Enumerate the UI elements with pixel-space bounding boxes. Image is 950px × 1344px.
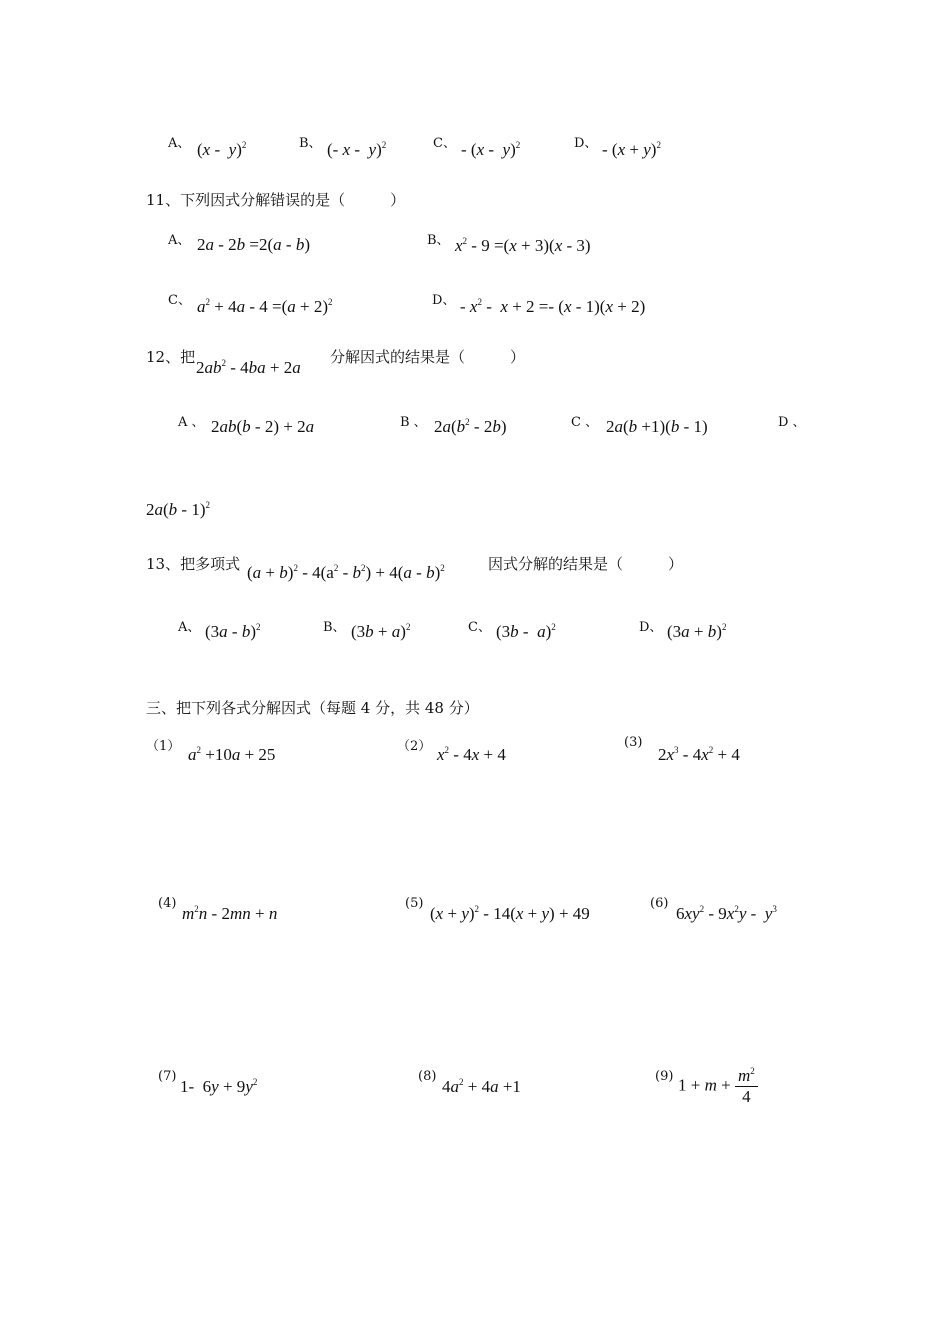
q13-option-b-expr: $(3b + a)^2$ xyxy=(351,622,411,641)
q10-option-b-expr: (- x - y)$^2$ xyxy=(327,140,387,159)
q11-option-d-label: D、 xyxy=(432,293,456,308)
q13-stem-prefix: 13、把多项式 xyxy=(146,555,241,573)
q12-stem-suffix: 分解因式的结果是（ ） xyxy=(330,348,526,366)
q13-option-c-expr: (3b - a)$^2$ xyxy=(496,622,556,641)
q12-option-c-label: C 、 xyxy=(571,415,599,430)
item-2-expr: $x^2 - 4x + 4$ xyxy=(437,745,506,764)
q10-option-c-label: C、 xyxy=(433,136,456,151)
q12-option-a-expr: 2ab(b - 2) + 2a xyxy=(211,417,315,436)
q13-option-a-label: A、 xyxy=(178,620,201,635)
item-1-number: （1） xyxy=(146,739,181,754)
q10-option-d-label: D、 xyxy=(574,136,598,151)
item-9-expr: 1 + m + $\frac{m^2}{4}$ xyxy=(678,1066,758,1107)
q13-stem-expr: $(a + b)^2 - 4(a^2 - b^2) + 4(a - b)^2$ xyxy=(247,563,445,582)
q13-option-d-expr: $(3a + b)^2$ xyxy=(667,622,727,641)
q13-option-b-label: B、 xyxy=(323,620,346,635)
q11-option-b-expr: $x^2 - 9 =(x + 3)(x - 3)$ xyxy=(455,236,591,255)
q12-stem-expr: $2ab^2 - 4ba + 2a$ xyxy=(196,358,301,377)
item-4-expr: $m^2n - 2mn + n$ xyxy=(182,904,278,923)
item-1-expr: $a^2 +10a + 25$ xyxy=(188,745,276,764)
item-3-expr: $2x^3 - 4x^2 + 4$ xyxy=(658,745,740,764)
q13-option-d-label: D、 xyxy=(639,620,663,635)
q11-option-b-label: B、 xyxy=(427,233,450,248)
item-8-expr: $4a^2 + 4a +1$ xyxy=(442,1077,521,1096)
q12-option-c-expr: 2a(b +1)(b - 1) xyxy=(606,417,708,436)
q11-option-a-label: A、 xyxy=(168,233,191,248)
q11-option-c-expr: $a^2 + 4a - 4 =(a + 2)^2$ xyxy=(197,297,333,316)
q12-option-b-expr: $2a(b^2 - 2b)$ xyxy=(434,417,507,436)
q12-stem-prefix: 12、把 xyxy=(146,348,196,366)
item-7-expr: 1- $6y + 9y^2$ xyxy=(180,1077,258,1096)
q11-option-c-label: C、 xyxy=(168,293,191,308)
q12-option-d-label: D 、 xyxy=(778,415,806,430)
q12-option-a-label: A 、 xyxy=(178,415,205,430)
q11-option-a-expr: 2a - 2b =2(a - b) xyxy=(197,235,311,254)
item-8-number: (8) xyxy=(418,1069,437,1084)
q13-stem-suffix: 因式分解的结果是（ ） xyxy=(488,555,684,573)
q10-option-a-expr: (x - y)$^2$ xyxy=(197,140,247,159)
q13-option-c-label: C、 xyxy=(468,620,491,635)
q10-option-d-expr: - $(x + y)^2$ xyxy=(602,140,661,159)
q10-option-c-expr: - (x - y)$^2$ xyxy=(461,140,521,159)
item-5-expr: $(x + y)^2 - 14(x + y) + 49$ xyxy=(430,904,590,923)
q12-option-b-label: B 、 xyxy=(400,415,427,430)
item-3-number: (3) xyxy=(624,735,643,750)
q10-option-b-label: B、 xyxy=(299,136,322,151)
item-7-number: (7) xyxy=(158,1069,177,1084)
section3-heading: 三、把下列各式分解因式（每题 4 分，共 48 分） xyxy=(146,699,479,717)
item-6-expr: $6xy^2 - 9x^2y - y^3$ xyxy=(676,904,777,923)
q11-stem: 11、下列因式分解错误的是（ ） xyxy=(146,191,406,209)
item-2-number: （2） xyxy=(397,739,432,754)
q10-option-a-label: A、 xyxy=(168,136,191,151)
q11-option-d-expr: - $x^2 - x + 2 =- (x - 1)(x + 2)$ xyxy=(460,297,646,316)
q13-option-a-expr: (3a - b)$^2$ xyxy=(205,622,261,641)
item-5-number: (5) xyxy=(405,896,424,911)
item-6-number: (6) xyxy=(650,896,669,911)
item-4-number: (4) xyxy=(158,896,177,911)
item-9-number: (9) xyxy=(655,1069,674,1084)
q12-option-d-expr: 2a(b - 1)$^2$ xyxy=(146,500,210,519)
